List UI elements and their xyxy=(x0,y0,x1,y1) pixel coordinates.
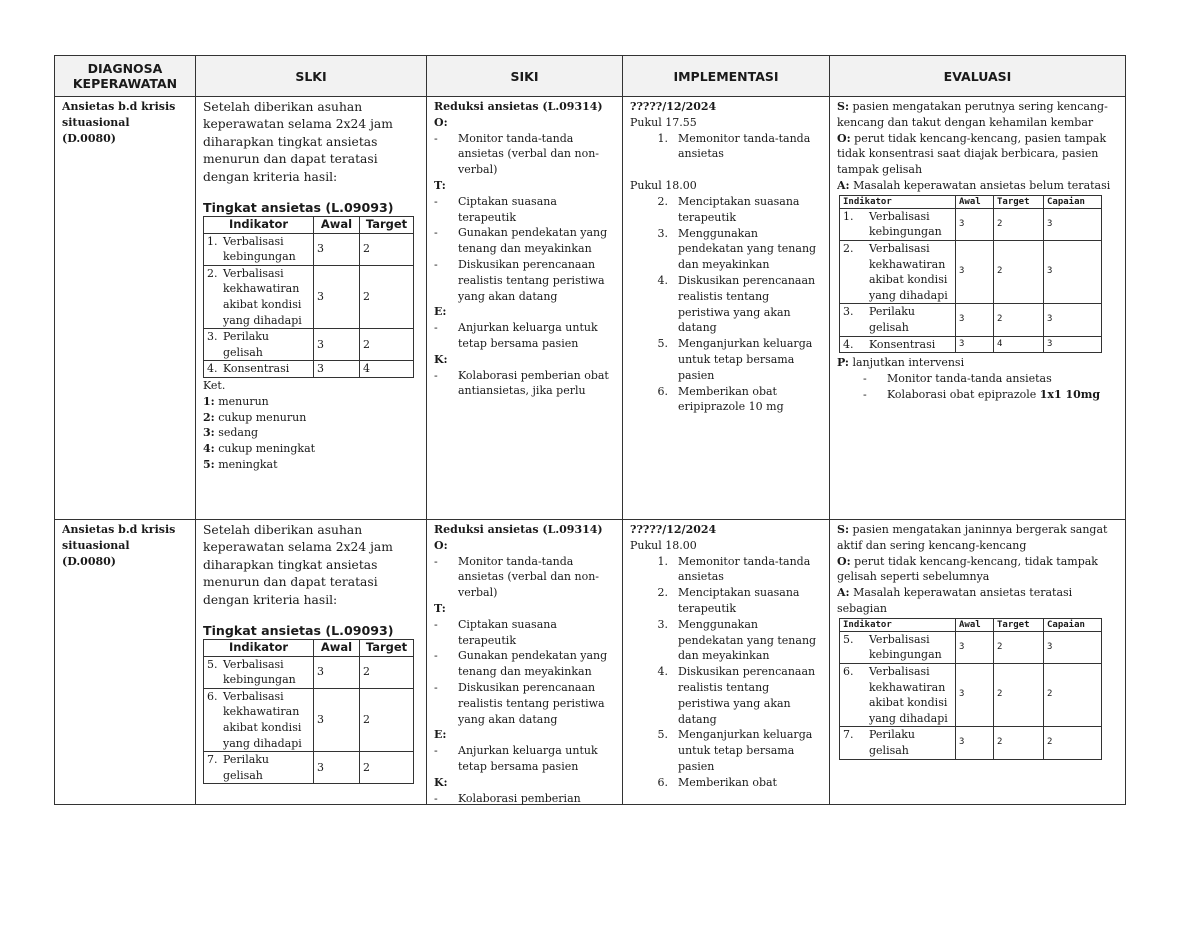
slki-indicator-row xyxy=(204,329,414,361)
indicator-label: Verbalisasi kekhawatiran akibat kondisi yang dihadapi xyxy=(869,241,948,302)
impl-action xyxy=(630,617,823,664)
indicator-number: 3. xyxy=(207,330,218,344)
eval-block xyxy=(837,522,1119,804)
slki-awal-value: 3 xyxy=(314,329,360,361)
slki-block xyxy=(203,99,420,519)
siki-kolaborasi-item xyxy=(434,791,616,804)
header-implementasi: IMPLEMENTASI xyxy=(623,56,830,97)
impl-action-number: 2. xyxy=(657,194,668,208)
slki-indicator-row xyxy=(204,265,414,328)
slki-awal-value: 3 xyxy=(314,688,360,751)
slki-col-indikator: Indikator xyxy=(204,217,314,234)
siki-kolaborasi-item-text: Kolaborasi pemberian xyxy=(458,791,581,804)
slki-cell xyxy=(196,97,427,520)
impl-action-text: Memberikan obat xyxy=(678,775,777,789)
eval-awal-value: 3 xyxy=(956,663,994,726)
eval-col-capaian: Capaian xyxy=(1044,618,1102,631)
ket-key: 4: xyxy=(203,442,215,456)
siki-title: Reduksi ansietas (L.09314) xyxy=(434,100,603,113)
indicator-label: Verbalisasi kebingungan xyxy=(869,632,942,662)
slki-target-value: 2 xyxy=(360,752,414,784)
eval-objective-text: perut tidak kencang-kencang, tidak tampak gelisah seperti sebelumnya xyxy=(837,554,1098,584)
eval-subjective-text: pasien mengatakan janinnya bergerak sangat aktif dan sering kencang-kencang xyxy=(837,523,1108,552)
siki-cell xyxy=(427,97,623,520)
impl-action-text: Menganjurkan keluarga untuk tetap bersama pasien xyxy=(678,337,813,382)
diagnosis-code: (D.0080) xyxy=(62,554,117,568)
eval-capaian-value: 2 xyxy=(1044,727,1102,759)
impl-action-text: Menggunakan pendekatan yang tenang dan meyakinkan xyxy=(678,226,817,272)
impl-action-number: 3. xyxy=(657,617,668,631)
eval-capaian-value: 3 xyxy=(1044,208,1102,240)
eval-subjective-label: S: xyxy=(837,523,850,536)
eval-indicator-cell xyxy=(840,727,956,759)
diagnosis-cell xyxy=(55,520,196,805)
eval-objective xyxy=(837,131,1119,178)
eval-indicator-cell xyxy=(840,240,956,303)
diagnosis-title: Ansietas b.d krisis situasional xyxy=(62,523,176,552)
eval-target-value: 2 xyxy=(994,727,1044,759)
eval-indicator-row xyxy=(840,631,1102,663)
impl-action-number: 6. xyxy=(657,775,668,789)
siki-block xyxy=(434,99,616,519)
indicator-number: 7. xyxy=(843,728,854,742)
eval-awal-value: 3 xyxy=(956,336,994,353)
eval-indicator xyxy=(843,241,952,303)
siki-edukasi-label: E: xyxy=(434,728,447,742)
eval-indicator-cell xyxy=(840,208,956,240)
slki-cell xyxy=(196,520,427,805)
eval-indicator-table xyxy=(839,618,1102,760)
indicator-number: 1. xyxy=(843,209,854,223)
eval-indicator-row xyxy=(840,240,1102,303)
impl-spacer xyxy=(630,162,823,178)
eval-block xyxy=(837,99,1119,519)
impl-action xyxy=(630,273,823,336)
slki-awal-value: 3 xyxy=(314,752,360,784)
impl-time: Pukul 18.00 xyxy=(630,538,697,552)
eval-awal-value: 3 xyxy=(956,727,994,759)
implementation-cell xyxy=(623,97,830,520)
siki-terapeutik-item xyxy=(434,194,616,226)
siki-terapeutik-label: T: xyxy=(434,178,446,192)
implementation-cell xyxy=(623,520,830,805)
eval-indicator-cell xyxy=(840,336,956,353)
eval-plan xyxy=(837,355,1119,371)
impl-action-number: 3. xyxy=(657,226,668,240)
slki-table-header xyxy=(204,640,414,657)
eval-capaian-value: 3 xyxy=(1044,240,1102,303)
siki-terapeutik-item xyxy=(434,648,616,680)
eval-objective-label: O: xyxy=(837,131,851,145)
eval-objective-text: perut tidak kencang-kencang, pasien tampak tidak konsentrasi saat diajak berbicara, pasien tampak gelisah xyxy=(837,131,1107,177)
eval-col-awal: Awal xyxy=(956,195,994,208)
slki-indicator xyxy=(207,234,310,265)
impl-action-text: Menciptakan suasana terapeutik xyxy=(678,586,800,615)
siki-observasi-item xyxy=(434,131,616,178)
slki-intro: Setelah diberikan asuhan keperawatan selama 2x24 jam diharapkan tingkat ansietas menurun dan dapat teratasi dengan kriteria hasil: xyxy=(203,523,393,607)
bullet-dash-icon: - xyxy=(434,368,438,382)
bullet-dash-icon: - xyxy=(863,371,867,385)
eval-subjective-text: pasien mengatakan perutnya sering kencang-kencang dan takut dengan kehamilan kembar xyxy=(837,100,1108,129)
indicator-label: Verbalisasi kebingungan xyxy=(223,234,296,264)
impl-action xyxy=(630,226,823,273)
eval-indicator xyxy=(843,209,952,240)
slki-target-value: 2 xyxy=(360,265,414,328)
slki-indicator xyxy=(207,689,310,751)
slki-table-header xyxy=(204,217,414,234)
indicator-number: 3. xyxy=(843,305,854,319)
slki-col-indikator: Indikator xyxy=(204,640,314,657)
eval-indicator xyxy=(843,727,952,758)
eval-assessment-text: Masalah keperawatan ansietas belum teratasi xyxy=(849,178,1111,192)
slki-indicator xyxy=(207,329,310,360)
slki-indicator-cell xyxy=(204,752,314,784)
header-slki: SLKI xyxy=(196,56,427,97)
impl-action-number: 6. xyxy=(657,384,668,398)
eval-capaian-value: 3 xyxy=(1044,631,1102,663)
siki-edukasi-item xyxy=(434,743,616,775)
eval-col-indikator: Indikator xyxy=(840,195,956,208)
slki-target-value: 2 xyxy=(360,233,414,265)
impl-action xyxy=(630,664,823,727)
siki-terapeutik-item xyxy=(434,680,616,727)
siki-edukasi-label: E: xyxy=(434,305,447,319)
indicator-number: 1. xyxy=(207,234,218,248)
slki-indicator xyxy=(207,361,310,377)
diagnosis-cell xyxy=(55,97,196,520)
impl-action-text: Diskusikan perencanaan realistis tentang peristiwa yang akan datang xyxy=(678,665,816,726)
slki-col-awal: Awal xyxy=(314,217,360,234)
ket-value: meningkat xyxy=(214,457,278,471)
impl-time: Pukul 18.00 xyxy=(630,179,697,193)
header-siki: SIKI xyxy=(427,56,623,97)
bullet-dash-icon: - xyxy=(434,257,438,271)
eval-awal-value: 3 xyxy=(956,208,994,240)
eval-subjective-label: S: xyxy=(837,100,850,113)
indicator-number: 4. xyxy=(207,362,218,376)
eval-indicator-row xyxy=(840,208,1102,240)
ket-item xyxy=(203,394,420,410)
siki-kolaborasi-label: K: xyxy=(434,775,448,789)
impl-action xyxy=(630,131,823,163)
eval-table-header xyxy=(840,195,1102,208)
eval-indicator-cell xyxy=(840,304,956,336)
diagnosis-block xyxy=(62,522,189,804)
eval-plan-item-dose: 1x1 10mg xyxy=(1039,387,1101,401)
header-diagnosa: DIAGNOSA KEPERAWATAN xyxy=(55,56,196,97)
indicator-label: Verbalisasi kekhawatiran akibat kondisi yang dihadapi xyxy=(869,664,948,725)
indicator-label: Konsentrasi xyxy=(223,362,290,376)
bullet-dash-icon: - xyxy=(434,321,438,335)
impl-action xyxy=(630,727,823,774)
impl-action-text: Diskusikan perencanaan realistis tentang peristiwa yang akan datang xyxy=(678,273,816,335)
impl-action-number: 4. xyxy=(657,665,668,679)
bullet-dash-icon: - xyxy=(434,554,438,568)
impl-action-text: Memonitor tanda-tanda ansietas xyxy=(678,131,811,161)
eval-indicator-row xyxy=(840,663,1102,726)
siki-terapeutik-item xyxy=(434,617,616,649)
diagnosis-block xyxy=(62,99,189,519)
eval-awal-value: 3 xyxy=(956,631,994,663)
siki-kolaborasi-item-text: Kolaborasi pemberian obat antiansietas, jika perlu xyxy=(458,368,609,398)
eval-plan-item-text xyxy=(887,387,1119,403)
care-plan-table xyxy=(54,55,1126,805)
slki-target-value: 2 xyxy=(360,329,414,361)
ket-key: 1: xyxy=(203,394,215,408)
diagnosis-title: Ansietas b.d krisis situasional xyxy=(62,100,176,129)
slki-awal-value: 3 xyxy=(314,361,360,378)
diagnosis-code: (D.0080) xyxy=(62,131,117,145)
indicator-number: 5. xyxy=(207,657,218,671)
indicator-label: Perilaku gelisah xyxy=(223,753,270,782)
slki-indicator xyxy=(207,266,310,328)
indicator-label: Perilaku gelisah xyxy=(869,305,916,334)
slki-indicator-row xyxy=(204,656,414,688)
eval-plan-text: lanjutkan intervensi xyxy=(848,356,965,370)
eval-target-value: 4 xyxy=(994,336,1044,353)
bullet-dash-icon: - xyxy=(434,226,438,240)
impl-action-number: 4. xyxy=(657,273,668,287)
slki-indicator-table xyxy=(203,639,414,784)
indicator-number: 7. xyxy=(207,753,218,767)
siki-cell xyxy=(427,520,623,805)
siki-observasi-item-text: Monitor tanda-tanda ansietas (verbal dan non-verbal) xyxy=(458,554,600,600)
siki-terapeutik-item-text: Diskusikan perencanaan realistis tentang peristiwa yang akan datang xyxy=(458,680,605,726)
siki-terapeutik-item-text: Gunakan pendekatan yang tenang dan meyakinkan xyxy=(458,226,608,256)
bullet-dash-icon: - xyxy=(434,194,438,208)
siki-terapeutik-item-text: Ciptakan suasana terapeutik xyxy=(458,194,557,224)
eval-indicator xyxy=(843,632,952,663)
slki-indicator-cell xyxy=(204,361,314,378)
eval-plan-item xyxy=(837,387,1119,403)
impl-action xyxy=(630,554,823,586)
eval-target-value: 2 xyxy=(994,631,1044,663)
slki-indicator-cell xyxy=(204,265,314,328)
ket-title: Ket. xyxy=(203,378,226,392)
eval-indicator-row xyxy=(840,727,1102,759)
bullet-dash-icon: - xyxy=(434,680,438,694)
indicator-label: Konsentrasi xyxy=(869,337,936,351)
eval-indicator-cell xyxy=(840,663,956,726)
eval-target-value: 2 xyxy=(994,208,1044,240)
indicator-label: Perilaku gelisah xyxy=(223,330,270,359)
impl-action-number: 5. xyxy=(657,337,668,351)
eval-assessment-label: A: xyxy=(837,178,850,192)
eval-col-capaian: Capaian xyxy=(1044,195,1102,208)
slki-awal-value: 3 xyxy=(314,233,360,265)
siki-edukasi-item-text: Anjurkan keluarga untuk tetap bersama pasien xyxy=(458,321,598,350)
siki-terapeutik-label: T: xyxy=(434,601,446,615)
slki-indicator xyxy=(207,752,310,783)
ket-item xyxy=(203,425,420,441)
eval-awal-value: 3 xyxy=(956,240,994,303)
eval-target-value: 2 xyxy=(994,240,1044,303)
eval-indicator-row xyxy=(840,336,1102,353)
eval-assessment-text: Masalah keperawatan ansietas teratasi sebagian xyxy=(837,586,1073,615)
indicator-number: 6. xyxy=(843,664,854,678)
siki-observasi-item xyxy=(434,554,616,601)
eval-subjective xyxy=(837,522,1119,554)
indicator-label: Verbalisasi kebingungan xyxy=(869,209,942,239)
eval-indicator xyxy=(843,337,952,353)
slki-indicator-cell xyxy=(204,329,314,361)
siki-terapeutik-item-text: Diskusikan perencanaan realistis tentang peristiwa yang akan datang xyxy=(458,257,605,303)
eval-capaian-value: 2 xyxy=(1044,663,1102,726)
eval-target-value: 2 xyxy=(994,304,1044,336)
impl-block xyxy=(630,522,823,804)
eval-indicator-row xyxy=(840,304,1102,336)
ket-item xyxy=(203,410,420,426)
eval-assessment-label: A: xyxy=(837,586,850,600)
slki-col-target: Target xyxy=(360,640,414,657)
bullet-dash-icon: - xyxy=(434,131,438,145)
indicator-number: 4. xyxy=(843,337,854,351)
slki-target-value: 2 xyxy=(360,688,414,751)
slki-indicator-row xyxy=(204,233,414,265)
slki-outcome-title: Tingkat ansietas (L.09093) xyxy=(203,623,394,639)
siki-observasi-label: O: xyxy=(434,538,448,552)
evaluation-cell xyxy=(830,97,1126,520)
siki-edukasi-item xyxy=(434,320,616,352)
eval-col-awal: Awal xyxy=(956,618,994,631)
slki-indicator-cell xyxy=(204,688,314,751)
slki-indicator-cell xyxy=(204,233,314,265)
slki-col-awal: Awal xyxy=(314,640,360,657)
impl-action-number: 5. xyxy=(657,728,668,742)
indicator-label: Verbalisasi kekhawatiran akibat kondisi yang dihadapi xyxy=(223,689,302,750)
ket-item xyxy=(203,457,420,473)
eval-col-target: Target xyxy=(994,618,1044,631)
eval-indicator xyxy=(843,664,952,726)
impl-action-number: 2. xyxy=(657,586,668,600)
impl-action-number: 1. xyxy=(657,131,668,145)
impl-action-text: Memonitor tanda-tanda ansietas xyxy=(678,554,811,584)
slki-indicator-table xyxy=(203,216,414,378)
slki-indicator xyxy=(207,657,310,688)
eval-indicator-table xyxy=(839,195,1102,353)
slki-awal-value: 3 xyxy=(314,265,360,328)
siki-terapeutik-item xyxy=(434,225,616,257)
indicator-number: 2. xyxy=(207,266,218,280)
impl-block xyxy=(630,99,823,519)
siki-title: Reduksi ansietas (L.09314) xyxy=(434,523,603,536)
impl-action xyxy=(630,336,823,383)
eval-plan-item-text xyxy=(887,371,1119,387)
siki-terapeutik-item-text: Gunakan pendekatan yang tenang dan meyakinkan xyxy=(458,649,608,679)
slki-target-value: 2 xyxy=(360,656,414,688)
impl-action-number: 1. xyxy=(657,554,668,568)
eval-assessment xyxy=(837,585,1119,617)
indicator-number: 5. xyxy=(843,632,854,646)
slki-outcome-title: Tingkat ansietas (L.09093) xyxy=(203,200,394,216)
ket-value: menurun xyxy=(214,394,269,408)
siki-terapeutik-item xyxy=(434,257,616,304)
indicator-label: Verbalisasi kebingungan xyxy=(223,657,296,687)
slki-awal-value: 3 xyxy=(314,656,360,688)
slki-block xyxy=(203,522,420,804)
slki-indicator-row xyxy=(204,688,414,751)
impl-date: ?????/12/2024 xyxy=(630,523,717,536)
siki-kolaborasi-label: K: xyxy=(434,352,448,366)
siki-block xyxy=(434,522,616,804)
impl-date: ?????/12/2024 xyxy=(630,100,717,113)
impl-action-text: Menciptakan suasana terapeutik xyxy=(678,194,800,224)
siki-observasi-item-text: Monitor tanda-tanda ansietas (verbal dan non-verbal) xyxy=(458,131,600,177)
bullet-dash-icon: - xyxy=(434,649,438,663)
impl-action-text: Menggunakan pendekatan yang tenang dan meyakinkan xyxy=(678,617,817,663)
ket-value: cukup meningkat xyxy=(214,442,316,456)
eval-target-value: 2 xyxy=(994,663,1044,726)
eval-plan-item-label: Monitor tanda-tanda ansietas xyxy=(887,371,1052,385)
slki-indicator-row xyxy=(204,361,414,378)
eval-capaian-value: 3 xyxy=(1044,304,1102,336)
ket-value: sedang xyxy=(214,426,259,440)
eval-indicator-cell xyxy=(840,631,956,663)
eval-plan-item-label: Kolaborasi obat epiprazole xyxy=(887,387,1040,401)
impl-action-text: Menganjurkan keluarga untuk tetap bersama pasien xyxy=(678,728,813,773)
ket-key: 5: xyxy=(203,457,215,471)
care-plan-row xyxy=(55,97,1126,520)
impl-time: Pukul 17.55 xyxy=(630,115,697,129)
eval-table-header xyxy=(840,618,1102,631)
impl-action xyxy=(630,775,823,791)
impl-action xyxy=(630,194,823,226)
eval-col-indikator: Indikator xyxy=(840,618,956,631)
bullet-dash-icon: - xyxy=(434,617,438,631)
eval-awal-value: 3 xyxy=(956,304,994,336)
eval-plan-label: P: xyxy=(837,356,849,370)
eval-objective-label: O: xyxy=(837,554,851,568)
evaluation-cell xyxy=(830,520,1126,805)
eval-plan-item xyxy=(837,371,1119,387)
impl-action xyxy=(630,585,823,617)
indicator-label: Perilaku gelisah xyxy=(869,728,916,757)
header-row xyxy=(55,56,1126,97)
bullet-dash-icon: - xyxy=(863,387,867,401)
eval-subjective xyxy=(837,99,1119,131)
slki-indicator-cell xyxy=(204,656,314,688)
eval-indicator xyxy=(843,304,952,335)
eval-capaian-value: 3 xyxy=(1044,336,1102,353)
siki-observasi-label: O: xyxy=(434,115,448,129)
eval-col-target: Target xyxy=(994,195,1044,208)
siki-edukasi-item-text: Anjurkan keluarga untuk tetap bersama pasien xyxy=(458,744,598,773)
slki-target-value: 4 xyxy=(360,361,414,378)
slki-intro: Setelah diberikan asuhan keperawatan selama 2x24 jam diharapkan tingkat ansietas menurun dan dapat teratasi dengan kriteria hasil: xyxy=(203,100,393,184)
bullet-dash-icon: - xyxy=(434,791,438,804)
eval-objective xyxy=(837,554,1119,586)
header-evaluasi: EVALUASI xyxy=(830,56,1126,97)
slki-col-target: Target xyxy=(360,217,414,234)
care-plan-row xyxy=(55,520,1126,805)
impl-action-text: Memberikan obat eripiprazole 10 mg xyxy=(678,384,784,414)
indicator-number: 2. xyxy=(843,241,854,255)
eval-assessment xyxy=(837,178,1119,194)
ket-key: 2: xyxy=(203,410,215,424)
indicator-label: Verbalisasi kekhawatiran akibat kondisi yang dihadapi xyxy=(223,266,302,327)
siki-terapeutik-item-text: Ciptakan suasana terapeutik xyxy=(458,617,557,647)
impl-action xyxy=(630,384,823,416)
ket-value: cukup menurun xyxy=(214,410,307,424)
indicator-number: 6. xyxy=(207,689,218,703)
slki-indicator-row xyxy=(204,752,414,784)
ket-item xyxy=(203,441,420,457)
ket-key: 3: xyxy=(203,426,215,440)
siki-kolaborasi-item xyxy=(434,368,616,400)
bullet-dash-icon: - xyxy=(434,744,438,758)
